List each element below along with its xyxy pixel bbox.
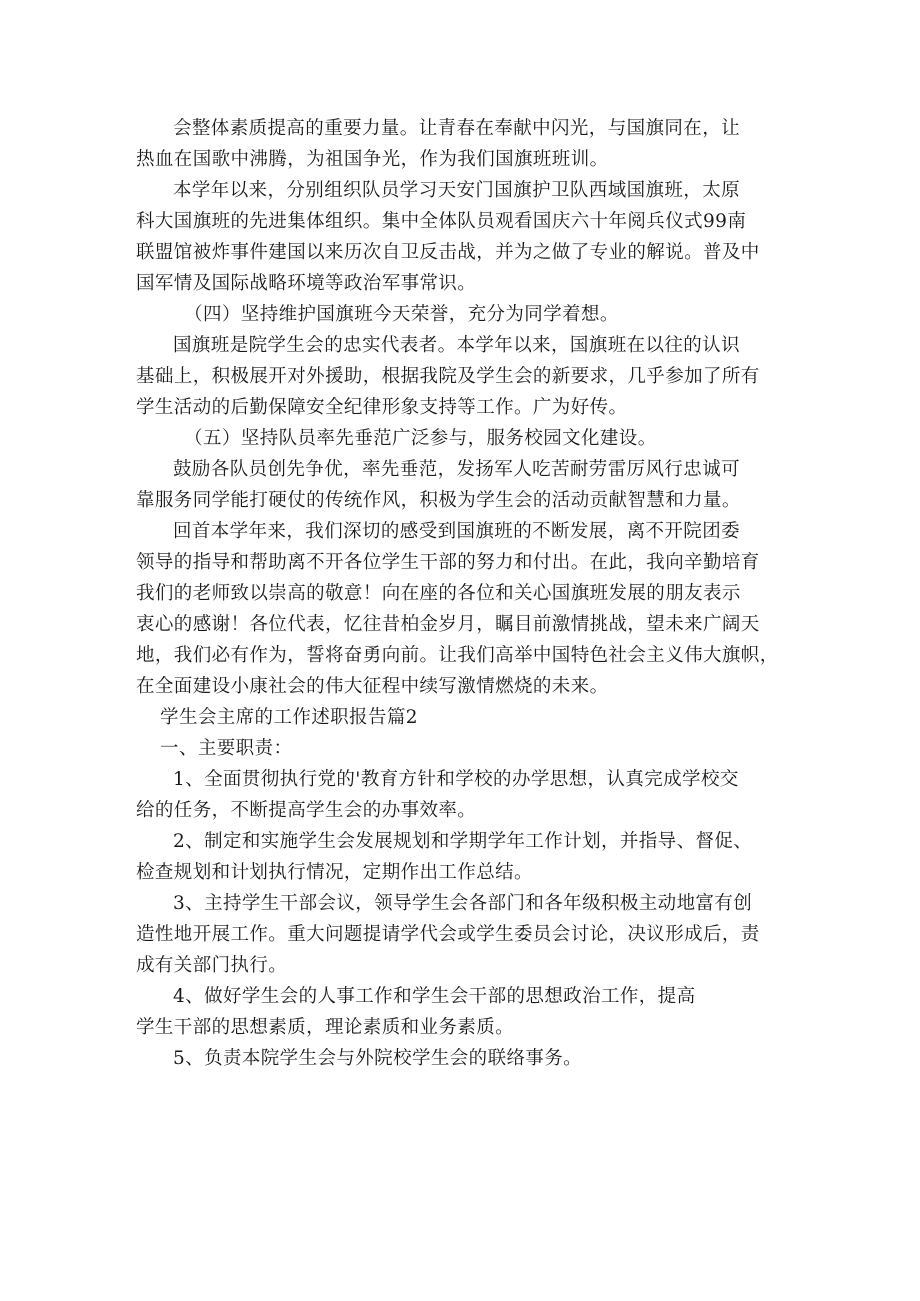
text-line: 学生活动的后勤保障安全纪律形象支持等工作。广为好传。: [136, 397, 628, 418]
text-line: 联盟馆被炸事件建国以来历次自卫反击战，并为之做了专业的解说。普及中: [136, 242, 760, 263]
text-line: 造性地开展工作。重大问题提请学代会或学生委员会讨论，决议形成后，责: [136, 924, 760, 945]
text-line: 一、主要职责：: [160, 738, 293, 759]
text-line: 鼓励各队员创先争优，率先垂范，发扬军人吃苦耐劳雷厉风行忠诚可: [173, 459, 741, 480]
text-line: 5、负责本院学生会与外院校学生会的联络事务。: [173, 1048, 583, 1069]
text-line: 3、主持学生干部会议，领导学生会各部门和各年级积极主动地富有创: [173, 893, 753, 914]
text-line: 学生干部的思想素质，理论素质和业务素质。: [136, 1017, 515, 1038]
text-line: （四）坚持维护国旗班今天荣誉，充分为同学着想。: [184, 304, 619, 325]
text-line: 科大国旗班的先进集体组织。集中全体队员观看国庆六十年阅兵仪式99南: [136, 211, 747, 232]
text-line: 在全面建设小康社会的伟大征程中续写激情燃烧的未来。: [136, 676, 609, 697]
text-line: 成有关部门执行。: [136, 955, 288, 976]
text-line: 回首本学年来，我们深切的感受到国旗班的不断发展，离不开院团委: [173, 521, 741, 542]
text-line: 4、做好学生会的人事工作和学生会干部的思想政治工作，提高: [173, 986, 696, 1007]
text-line: 我们的老师致以崇高的敬意！向在座的各位和关心国旗班发展的朋友表示: [136, 583, 741, 604]
text-line: 本学年以来，分别组织队员学习天安门国旗护卫队西域国旗班，太原: [173, 180, 741, 201]
text-line: 检查规划和计划执行情况，定期作出工作总结。: [136, 862, 533, 883]
text-line: 给的任务，不断提高学生会的办事效率。: [136, 800, 477, 821]
document-body: [136, 113, 796, 1074]
text-line: 1、全面贯彻执行党的'教育方针和学校的办学思想，认真完成学校交: [173, 769, 739, 790]
text-line: 2、制定和实施学生会发展规划和学期学年工作计划，并指导、督促、: [173, 831, 753, 852]
text-line: 衷心的感谢！各位代表，忆往昔柏金岁月，瞩目前激情挑战，望未来广阔天: [136, 614, 760, 635]
text-line: （五）坚持队员率先垂范广泛参与，服务校园文化建设。: [184, 428, 657, 449]
text-line: 国旗班是院学生会的忠实代表者。本学年以来，国旗班在以往的认识: [173, 335, 741, 356]
text-line: 会整体素质提高的重要力量。让青春在奉献中闪光，与国旗同在，让: [173, 118, 741, 139]
text-line: 领导的指导和帮助离不开各位学生干部的努力和付出。在此，我向辛勤培育: [136, 552, 760, 573]
text-line: 学生会主席的工作述职报告篇2: [160, 707, 418, 728]
text-line: 基础上，积极展开对外援助，根据我院及学生会的新要求，几乎参加了所有: [136, 366, 760, 387]
text-line: 国军情及国际战略环境等政治军事常识。: [136, 273, 477, 294]
text-line: 热血在国歌中沸腾，为祖国争光，作为我们国旗班班训。: [136, 149, 609, 170]
text-line: 地，我们必有作为，誓将奋勇向前。让我们高举中国特色社会主义伟大旗帜，: [136, 645, 779, 666]
text-line: 靠服务同学能打硬仗的传统作风，积极为学生会的活动贡献智慧和力量。: [136, 490, 741, 511]
